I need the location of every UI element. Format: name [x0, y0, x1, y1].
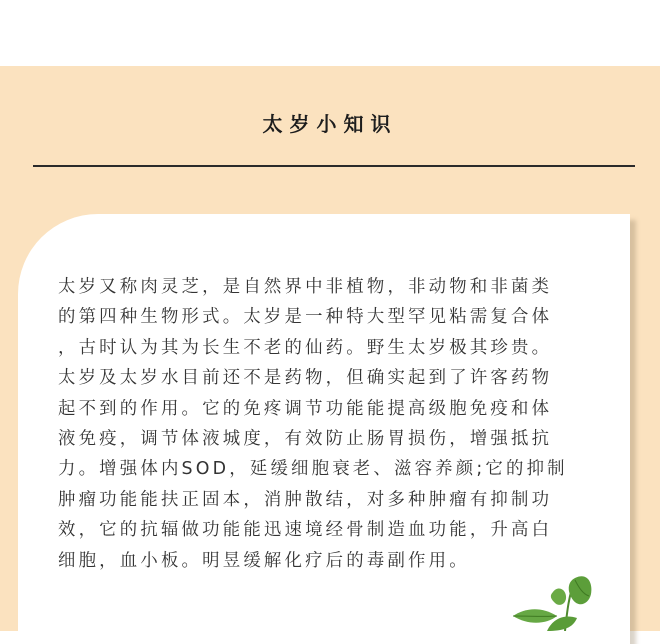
article-line: 效，它的抗辐做功能能迅速境经骨制造血功能，升高白 [58, 520, 553, 541]
article-line: 太岁及太岁水目前还不是药物，但确实起到了许客药物 [58, 368, 553, 389]
article-line: 细胞，血小板。明昱缓解化疗后的毒副作用。 [58, 550, 470, 571]
article-line: 肿瘤功能能扶正固本，消肿散结，对多种肿瘤有抑制功 [58, 489, 553, 510]
top-white-band [0, 0, 660, 66]
article-line: 太岁又称肉灵芝，是自然界中非植物，非动物和非菌类 [58, 277, 553, 297]
article-line: ，古时认为其为长生不老的仙药。野生太岁极其珍贵。 [58, 337, 553, 358]
green-leaf-icon [505, 572, 605, 631]
article-line: 力。增强体内SOD，延缓细胞衰老、滋容养颜;它的抑制 [58, 459, 568, 480]
section-title: 太岁小知识 [262, 112, 398, 136]
article-line: 起不到的作用。它的免疼调节功能能提高级胞免疫和体 [58, 398, 553, 419]
article-body [58, 272, 618, 576]
article-line: 的第四种生物形式。太岁是一种特大型罕见粘需复合体 [58, 307, 553, 328]
article-line: 液免疫，调节体液城度，有效防止肠胃损伤，增强抵抗 [58, 429, 553, 450]
title-divider [33, 165, 635, 167]
